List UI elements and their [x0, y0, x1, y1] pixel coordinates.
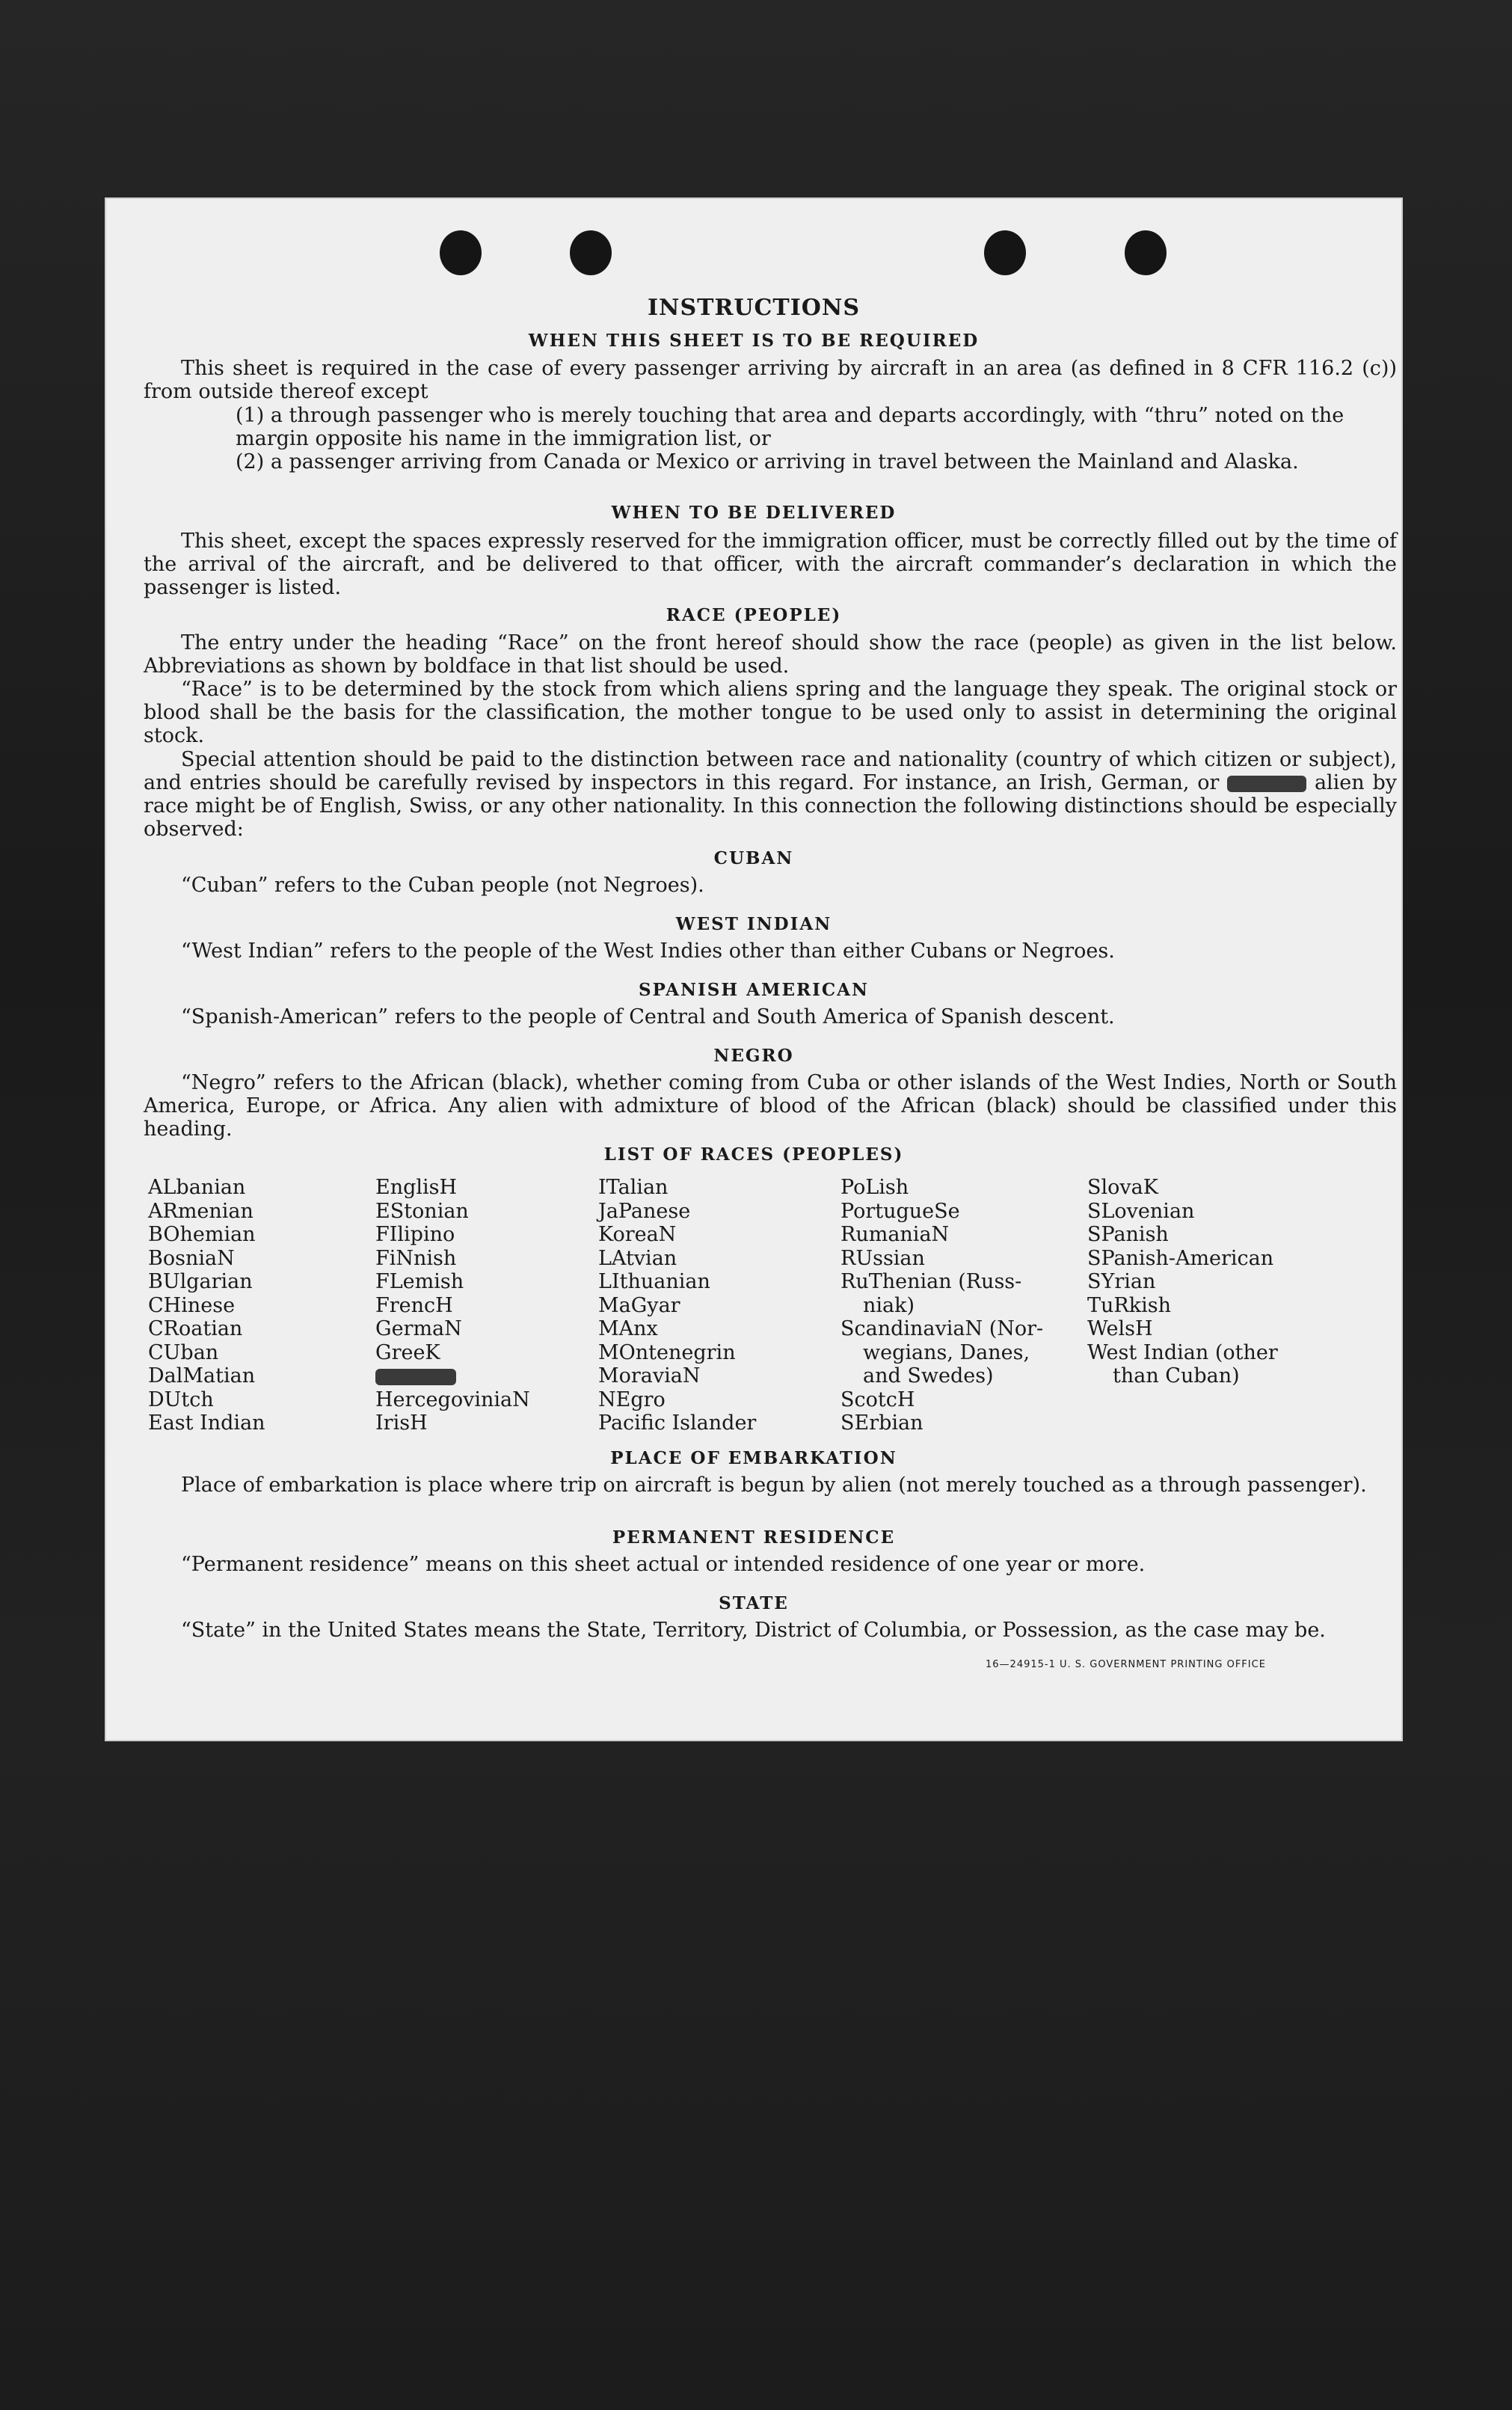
heading-cuban: CUBAN: [713, 848, 794, 868]
cuban-text: “Cuban” refers to the Cuban people (not Negroes).: [181, 874, 704, 897]
race-entry: FIlipino: [375, 1223, 455, 1246]
race-entry: and Swedes): [863, 1364, 994, 1388]
race-entry: RUssian: [840, 1246, 925, 1270]
heading-permanent-residence: PERMANENT RESIDENCE: [612, 1527, 896, 1548]
race-entry: Pacific Islander: [598, 1411, 757, 1435]
punch-hole: [984, 230, 1026, 275]
exception-item-1: (1) a through passenger who is merely touching that area and departs accordingly, with “thru” noted on the margin opposite his name in the immigration list, or: [236, 404, 1344, 450]
race-paragraph-3a: Special attention should be paid to the distinction between race and nationality (country of which citizen or subject), and entries should be carefully revised by inspectors in this regard. For instance, an Irish, German, or: [144, 748, 1397, 794]
heading-list-of-races: LIST OF RACES (PEOPLES): [603, 1144, 904, 1165]
heading-state: STATE: [719, 1593, 789, 1613]
races-column-1: [148, 1176, 265, 1435]
race-entry: PortugueSe: [840, 1199, 960, 1223]
race-entry: SlovaK: [1087, 1176, 1158, 1199]
race-entry: East Indian: [148, 1411, 265, 1435]
race-paragraph-2: “Race” is to be determined by the stock from which aliens spring and the language they speak. The original stock or blood shall be the basis for the classification, the mother tongue to be used only to assist in determining the original stock.: [144, 678, 1397, 747]
race-entry-redacted: [375, 1364, 530, 1388]
race-entry: KoreaN: [598, 1223, 677, 1246]
race-entry: wegians, Danes,: [863, 1340, 1030, 1364]
race-entry: BUlgarian: [148, 1270, 253, 1293]
race-entry: CHinese: [148, 1293, 236, 1317]
required-intro: This sheet is required in the case of every passenger arriving by aircraft in an area (as defined in 8 CFR 116.2 (c)) from outside thereof except: [144, 357, 1397, 403]
residence-text: “Permanent residence” means on this sheet actual or intended residence of one year or more.: [181, 1553, 1146, 1576]
race-entry: RuThenian (Russ-: [840, 1270, 1022, 1293]
races-column-2: [375, 1176, 530, 1435]
race-entry: LIthuanian: [598, 1270, 710, 1293]
races-column-5: [1087, 1176, 1278, 1388]
race-entry: EnglisH: [375, 1176, 458, 1199]
redaction-blot: [1227, 776, 1306, 792]
redaction-blot: [375, 1369, 456, 1385]
race-entry: PoLish: [840, 1176, 909, 1199]
race-entry: NEgro: [598, 1388, 666, 1411]
race-entry: WelsH: [1087, 1317, 1153, 1340]
page-title: INSTRUCTIONS: [648, 295, 860, 321]
races-column-4: [840, 1176, 1043, 1435]
delivered-text: This sheet, except the spaces expressly reserved for the immigration officer, must be correctly filled out by the time of the arrival of the aircraft, and be delivered to that officer, with the aircraft commander’s declaration in which the passenger is listed.: [144, 530, 1397, 599]
state-text: “State” in the United States means the State, Territory, District of Columbia, or Possession, as the case may be.: [181, 1619, 1326, 1642]
race-entry: FLemish: [375, 1270, 464, 1293]
race-entry: JaPanese: [598, 1199, 691, 1223]
race-entry: FiNnish: [375, 1246, 457, 1270]
race-entry: ARmenian: [148, 1199, 253, 1223]
heading-negro: NEGRO: [713, 1046, 794, 1066]
race-entry: MoraviaN: [598, 1364, 701, 1388]
race-entry: MaGyar: [598, 1293, 680, 1317]
race-entry: ITalian: [598, 1176, 669, 1199]
document-page: [105, 197, 1403, 1741]
race-entry: DUtch: [148, 1388, 214, 1411]
section-heading-required: WHEN THIS SHEET IS TO BE REQUIRED: [528, 331, 980, 351]
heading-embarkation: PLACE OF EMBARKATION: [610, 1448, 897, 1468]
race-entry: SPanish-American: [1087, 1246, 1274, 1270]
race-entry: West Indian (other: [1087, 1340, 1278, 1364]
race-entry: BOhemian: [148, 1223, 256, 1246]
race-entry: niak): [863, 1293, 915, 1317]
race-entry: SLovenian: [1087, 1199, 1195, 1223]
punch-hole: [1125, 230, 1167, 275]
race-entry: LAtvian: [598, 1246, 677, 1270]
race-entry: IrisH: [375, 1411, 428, 1435]
race-paragraph-3: [144, 748, 1397, 841]
race-entry: SYrian: [1087, 1270, 1156, 1293]
negro-text: “Negro” refers to the African (black), whether coming from Cuba or other islands of the West Indies, North or South America, Europe, or Africa. Any alien with admixture of blood of the African (black) should be classified under this heading.: [144, 1071, 1397, 1141]
race-entry: ALbanian: [148, 1176, 246, 1199]
race-entry: SPanish: [1087, 1223, 1169, 1246]
races-column-3: [598, 1176, 756, 1435]
printing-office-code: 16—24915-1 U. S. GOVERNMENT PRINTING OFFICE: [986, 1659, 1266, 1670]
race-entry: FrencH: [375, 1293, 453, 1317]
race-entry: SErbian: [840, 1411, 924, 1435]
race-entry: RumaniaN: [840, 1223, 950, 1246]
west-indian-text: “West Indian” refers to the people of the West Indies other than either Cubans or Negroes.: [181, 939, 1115, 963]
race-entry: ScandinaviaN (Nor-: [840, 1317, 1044, 1340]
race-paragraph-3b: alien by race might be of English, Swiss, or any other nationality. In this connection the following distinctions should be especially observed:: [144, 771, 1397, 841]
race-entry: than Cuban): [1113, 1364, 1240, 1388]
race-entry: BosniaN: [148, 1246, 235, 1270]
embarkation-text: Place of embarkation is place where trip on aircraft is begun by alien (not merely touched as a through passenger).: [181, 1474, 1367, 1497]
punch-hole: [570, 230, 612, 275]
heading-west-indian: WEST INDIAN: [675, 914, 832, 934]
race-entry: MOntenegrin: [598, 1340, 736, 1364]
race-entry: HercegoviniaN: [375, 1388, 530, 1411]
exception-item-2: (2) a passenger arriving from Canada or Mexico or arriving in travel between the Mainland and Alaska.: [236, 450, 1299, 473]
race-entry: GreeK: [375, 1340, 440, 1364]
race-entry: TuRkish: [1087, 1293, 1171, 1317]
race-paragraph-1: The entry under the heading “Race” on the front hereof should show the race (people) as given in the list below. Abbreviations as shown by boldface in that list should be used.: [144, 631, 1397, 678]
race-entry: MAnx: [598, 1317, 658, 1340]
section-heading-delivered: WHEN TO BE DELIVERED: [611, 503, 897, 523]
spanish-american-text: “Spanish-American” refers to the people of Central and South America of Spanish descent.: [181, 1005, 1115, 1028]
race-entry: CUban: [148, 1340, 219, 1364]
race-entry: EStonian: [375, 1199, 469, 1223]
race-entry: DalMatian: [148, 1364, 256, 1388]
race-entry: CRoatian: [148, 1317, 243, 1340]
punch-hole: [440, 230, 482, 275]
race-entry: GermaN: [375, 1317, 462, 1340]
heading-spanish-american: SPANISH AMERICAN: [638, 980, 870, 1000]
race-entry: ScotcH: [840, 1388, 915, 1411]
section-heading-race: RACE (PEOPLE): [666, 605, 842, 625]
